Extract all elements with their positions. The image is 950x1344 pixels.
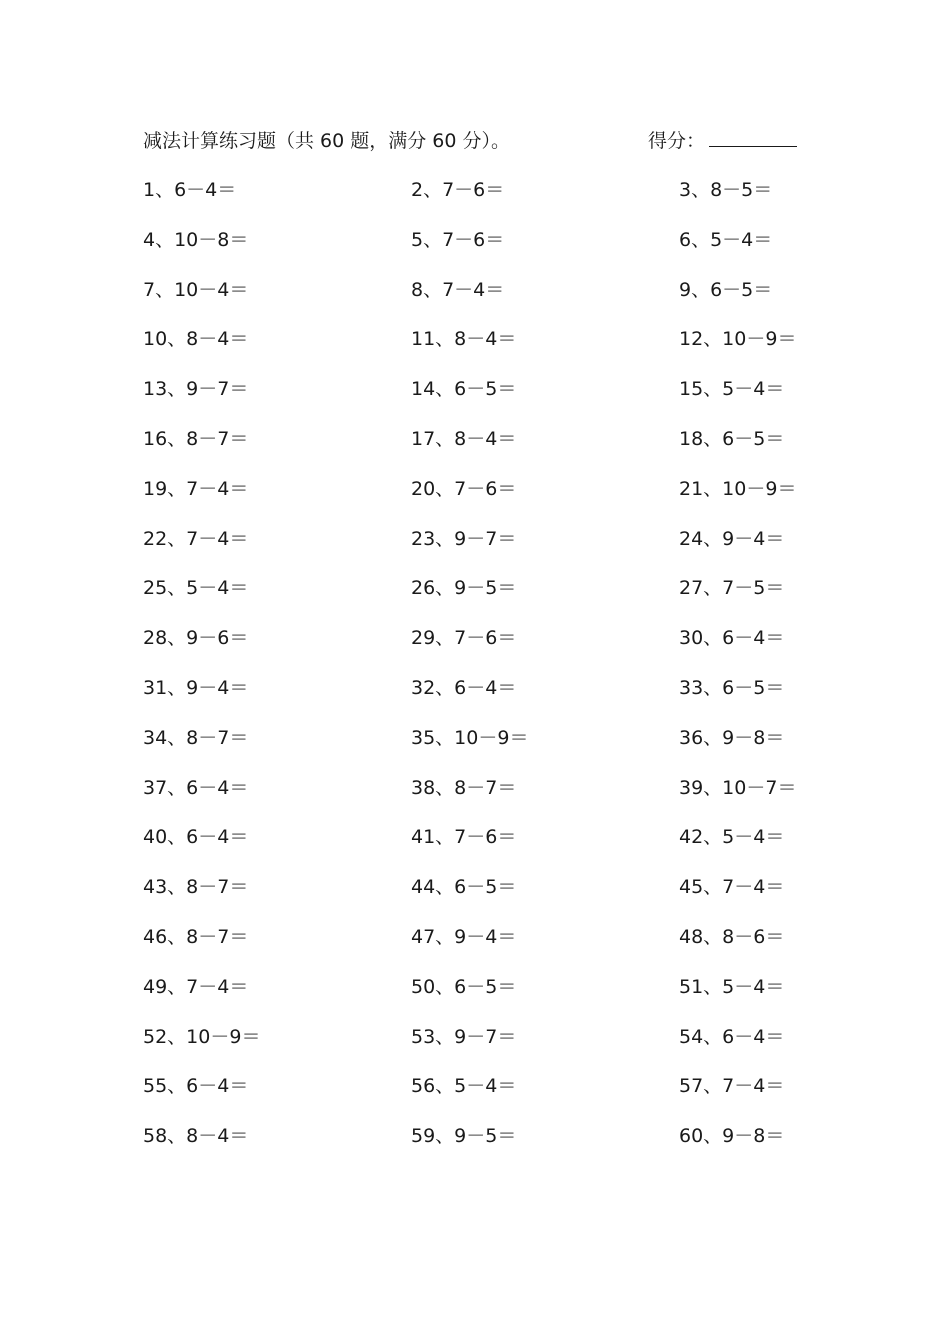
- problem-item: 12、10－9＝: [679, 328, 797, 351]
- problem-item: 30、6－4＝: [679, 627, 785, 650]
- score-field: [648, 124, 797, 158]
- problem-item: 44、6－5＝: [411, 876, 517, 899]
- problem-item: 40、6－4＝: [143, 826, 249, 849]
- problem-item: 21、10－9＝: [679, 477, 797, 500]
- problem-item: 47、9－4＝: [411, 925, 517, 948]
- problem-item: 17、8－4＝: [411, 427, 517, 450]
- problem-item: 57、7－4＝: [679, 1075, 785, 1098]
- problem-item: 3、8－5＝: [679, 179, 773, 201]
- problem-item: 48、8－6＝: [679, 925, 785, 948]
- problem-item: 10、8－4＝: [143, 328, 249, 351]
- problem-item: 1、6－4＝: [143, 179, 237, 201]
- problem-item: 9、6－5＝: [679, 278, 773, 301]
- problem-item: 23、9－7＝: [411, 527, 517, 550]
- problem-item: 34、8－7＝: [143, 726, 249, 749]
- problem-item: 54、6－4＝: [679, 1025, 785, 1048]
- problem-item: 51、5－4＝: [679, 975, 785, 998]
- problem-item: 31、9－4＝: [143, 676, 249, 699]
- problem-item: 46、8－7＝: [143, 925, 249, 948]
- problem-item: 14、6－5＝: [411, 378, 517, 401]
- problem-item: 11、8－4＝: [411, 328, 517, 351]
- problem-item: 35、10－9＝: [411, 726, 529, 749]
- problem-item: 60、9－8＝: [679, 1125, 785, 1148]
- problem-item: 19、7－4＝: [143, 477, 249, 500]
- problem-item: 43、8－7＝: [143, 876, 249, 899]
- problem-item: 52、10－9＝: [143, 1025, 261, 1048]
- problem-item: 6、5－4＝: [679, 228, 773, 251]
- problem-item: 37、6－4＝: [143, 776, 249, 799]
- problem-item: 13、9－7＝: [143, 378, 249, 401]
- problem-item: 42、5－4＝: [679, 826, 785, 849]
- problem-item: 20、7－6＝: [411, 477, 517, 500]
- score-label: 得分：: [648, 130, 706, 152]
- score-blank-line[interactable]: [709, 124, 797, 147]
- problem-item: 58、8－4＝: [143, 1125, 249, 1148]
- problem-item: 22、7－4＝: [143, 527, 249, 550]
- worksheet-header: [143, 124, 823, 158]
- problem-item: 59、9－5＝: [411, 1125, 517, 1148]
- problem-item: 26、9－5＝: [411, 577, 517, 600]
- problem-item: 7、10－4＝: [143, 278, 249, 301]
- problem-item: 39、10－7＝: [679, 776, 797, 799]
- problem-item: 8、7－4＝: [411, 278, 505, 301]
- problem-item: 55、6－4＝: [143, 1075, 249, 1098]
- worksheet-title: 减法计算练习题（共 60 题，满分 60 分）。: [143, 130, 511, 152]
- problem-item: 50、6－5＝: [411, 975, 517, 998]
- problem-item: 36、9－8＝: [679, 726, 785, 749]
- problem-grid: [143, 173, 833, 1169]
- problem-item: 56、5－4＝: [411, 1075, 517, 1098]
- problem-item: 49、7－4＝: [143, 975, 249, 998]
- problem-item: 18、6－5＝: [679, 427, 785, 450]
- problem-item: 5、7－6＝: [411, 228, 505, 251]
- problem-item: 24、9－4＝: [679, 527, 785, 550]
- problem-item: 28、9－6＝: [143, 627, 249, 650]
- problem-item: 4、10－8＝: [143, 228, 249, 251]
- problem-item: 2、7－6＝: [411, 179, 505, 201]
- problem-item: 41、7－6＝: [411, 826, 517, 849]
- problem-item: 29、7－6＝: [411, 627, 517, 650]
- problem-item: 38、8－7＝: [411, 776, 517, 799]
- problem-item: 16、8－7＝: [143, 427, 249, 450]
- problem-item: 33、6－5＝: [679, 676, 785, 699]
- problem-item: 32、6－4＝: [411, 676, 517, 699]
- problem-item: 25、5－4＝: [143, 577, 249, 600]
- problem-item: 15、5－4＝: [679, 378, 785, 401]
- problem-item: 53、9－7＝: [411, 1025, 517, 1048]
- problem-item: 45、7－4＝: [679, 876, 785, 899]
- problem-item: 27、7－5＝: [679, 577, 785, 600]
